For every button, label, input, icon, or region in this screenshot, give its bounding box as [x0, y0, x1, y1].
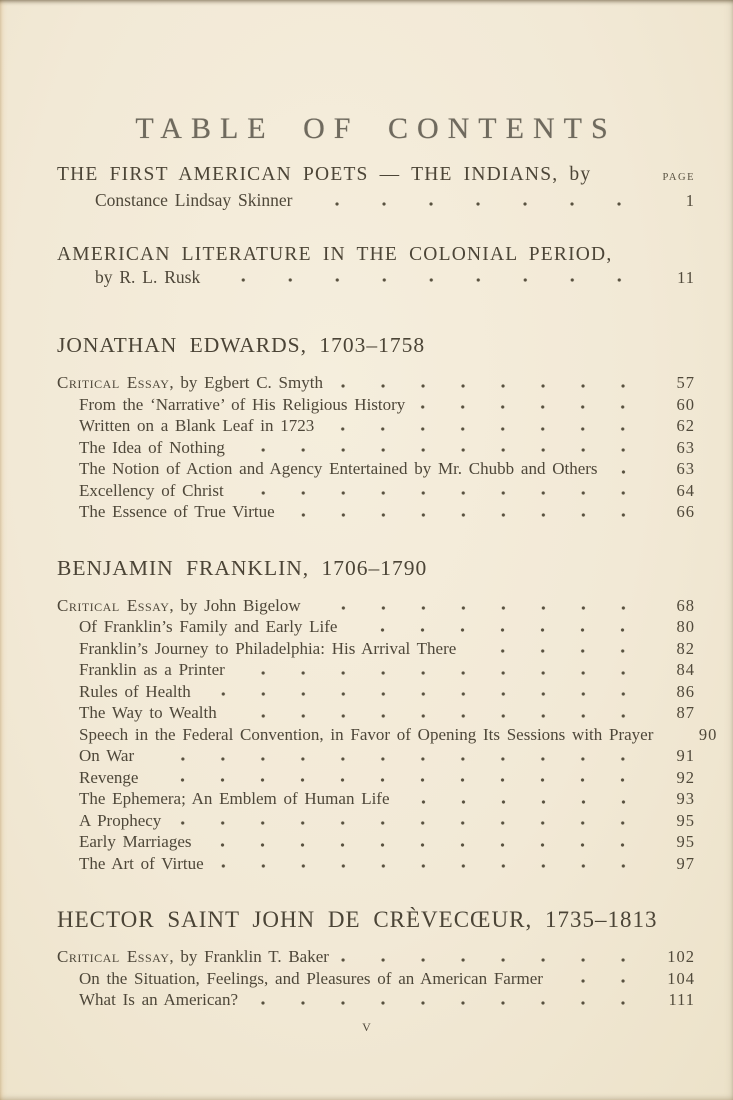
toc-entry — [57, 745, 695, 767]
page-number: 63 — [676, 459, 695, 478]
entry-text: Excellency of Christ — [79, 480, 224, 500]
entry-text: The Art of Virtue — [79, 853, 204, 873]
toc-entry-heading — [57, 242, 695, 267]
toc-entry — [57, 638, 695, 660]
toc-chapter-jonathan-edwards — [57, 332, 695, 523]
toc-entry-author: by R. L. Rusk — [95, 266, 201, 287]
chapter-heading: BENJAMIN FRANKLIN, 1706–1790 — [57, 555, 428, 580]
entry-text: , by Egbert C. Smyth — [169, 373, 323, 392]
page-number: 68 — [676, 595, 695, 615]
dot-leader — [287, 501, 647, 523]
page-title: TABLE OF CONTENTS — [135, 112, 617, 145]
toc-entry — [57, 437, 695, 459]
entry-text: Early Marriages — [79, 832, 192, 851]
entry-text: , by Franklin T. Baker — [169, 947, 329, 966]
dot-leader — [304, 190, 647, 212]
entry-text: From the ‘Narrative’ of His Religious History — [79, 394, 406, 414]
page-number: 97 — [676, 853, 695, 873]
entry-text: The Ephemera; An Emblem of Human Life — [79, 789, 390, 808]
dot-leader — [313, 595, 647, 617]
page-number: 82 — [676, 638, 695, 658]
page-number: 57 — [676, 373, 695, 392]
toc-chapter-benjamin-franklin — [57, 555, 718, 875]
page-number: 95 — [676, 810, 695, 830]
toc-entry — [57, 831, 695, 853]
dot-leader — [237, 437, 647, 459]
entry-text: On War — [79, 746, 135, 765]
dot-leader — [417, 394, 647, 416]
entry-smallcaps: Critical Essay — [57, 947, 170, 966]
dot-leader — [468, 638, 647, 660]
toc-entry — [57, 767, 695, 789]
entry-text: What Is an American? — [79, 990, 239, 1009]
toc-entry — [57, 788, 695, 810]
page-number: 64 — [676, 480, 695, 500]
toc-entry-title: THE FIRST AMERICAN POETS — THE INDIANS, by — [57, 164, 592, 185]
toc-entry-heading — [57, 162, 695, 190]
chapter-heading: JONATHAN EDWARDS, 1703–1758 — [57, 333, 426, 357]
dot-leader — [173, 810, 647, 832]
toc-entry — [57, 968, 695, 990]
dot-leader — [349, 616, 647, 638]
toc-entry-author: Constance Lindsay Skinner — [95, 190, 293, 210]
toc-section-first-american-poets — [57, 162, 695, 212]
entry-text: Of Franklin’s Family and Early Life — [79, 617, 338, 636]
toc-entry — [57, 415, 695, 437]
dot-leader — [326, 415, 647, 437]
page-number: 60 — [676, 394, 695, 414]
page-number: 95 — [676, 832, 695, 851]
toc-entry — [57, 659, 695, 681]
dot-leader — [216, 853, 647, 875]
dot-leader — [250, 989, 647, 1011]
page-number: 102 — [667, 947, 695, 966]
dot-leader — [212, 267, 647, 289]
toc-entry — [57, 267, 695, 289]
entry-text: Rules of Health — [79, 681, 191, 701]
entry-text: Written on a Blank Leaf in 1723 — [79, 416, 315, 435]
page-number: 84 — [676, 660, 695, 679]
page-number: 63 — [676, 437, 695, 457]
toc-entry — [57, 989, 695, 1011]
page-number: 90 — [698, 724, 718, 744]
dot-leader — [146, 745, 647, 767]
toc-entry — [57, 853, 695, 875]
page-number: 1 — [685, 191, 695, 210]
toc-entry — [57, 681, 695, 703]
chapter-heading: HECTOR SAINT JOHN DE CRÈVECŒUR, 1735–1813 — [57, 907, 658, 932]
toc-section-american-literature — [57, 242, 695, 289]
folio-page-number: v — [362, 1015, 371, 1035]
entry-text: Franklin as a Printer — [79, 660, 225, 679]
entry-text: Revenge — [79, 767, 139, 787]
entry-text: The Notion of Action and Agency Entertained by Mr. Chubb and Others — [79, 459, 598, 478]
entry-text: The Way to Wealth — [79, 703, 217, 722]
dot-leader — [229, 702, 647, 724]
dot-leader — [236, 480, 647, 502]
toc-entry — [57, 946, 695, 968]
dot-leader — [341, 946, 647, 968]
page-number: 104 — [667, 968, 695, 988]
entry-text: The Essence of True Virtue — [79, 502, 275, 521]
dot-leader — [203, 831, 647, 853]
page-number: 86 — [676, 681, 695, 701]
dot-leader — [150, 767, 647, 789]
entry-text: Franklin’s Journey to Philadelphia: His Arrival There — [79, 638, 457, 658]
entry-text: A Prophecy — [79, 810, 162, 830]
dot-leader — [335, 372, 647, 394]
entry-text: Speech in the Federal Convention, in Favor of Opening Its Sessions with Prayer — [79, 724, 654, 744]
dot-leader — [402, 788, 647, 810]
toc-chapter-crevecoeur — [57, 906, 695, 1011]
entry-smallcaps: Critical Essay — [57, 595, 170, 615]
toc-entry — [57, 501, 695, 523]
page-column-label: PAGE — [662, 172, 695, 183]
toc-entry — [57, 372, 695, 394]
dot-leader — [610, 458, 647, 480]
page-number: 87 — [676, 703, 695, 722]
page-number: 80 — [676, 617, 695, 636]
entry-text: On the Situation, Feelings, and Pleasures of an American Farmer — [79, 968, 543, 988]
page-number: 62 — [676, 416, 695, 435]
entry-text: , by John Bigelow — [169, 595, 301, 615]
page-number: 93 — [676, 789, 695, 808]
page-number: 66 — [676, 502, 695, 521]
toc-entry — [57, 595, 695, 617]
dot-leader — [237, 659, 647, 681]
toc-entry — [57, 458, 695, 480]
toc-entry — [57, 190, 695, 212]
dot-leader — [555, 968, 647, 990]
toc-entry — [57, 702, 695, 724]
toc-entry — [57, 810, 695, 832]
entry-smallcaps: Critical Essay — [57, 373, 170, 392]
entry-text: The Idea of Nothing — [79, 437, 225, 457]
page-number: 11 — [677, 267, 695, 287]
toc-entry — [57, 394, 695, 416]
toc-entry-title: AMERICAN LITERATURE IN THE COLONIAL PERIOD, — [57, 243, 613, 265]
toc-entry — [57, 616, 695, 638]
page-number: 91 — [676, 746, 695, 765]
toc-entry — [57, 724, 718, 746]
page-number: 92 — [676, 767, 695, 787]
dot-leader — [203, 681, 647, 703]
page-number: 111 — [668, 990, 695, 1009]
dot-leader — [665, 724, 669, 746]
toc-entry — [57, 480, 695, 502]
